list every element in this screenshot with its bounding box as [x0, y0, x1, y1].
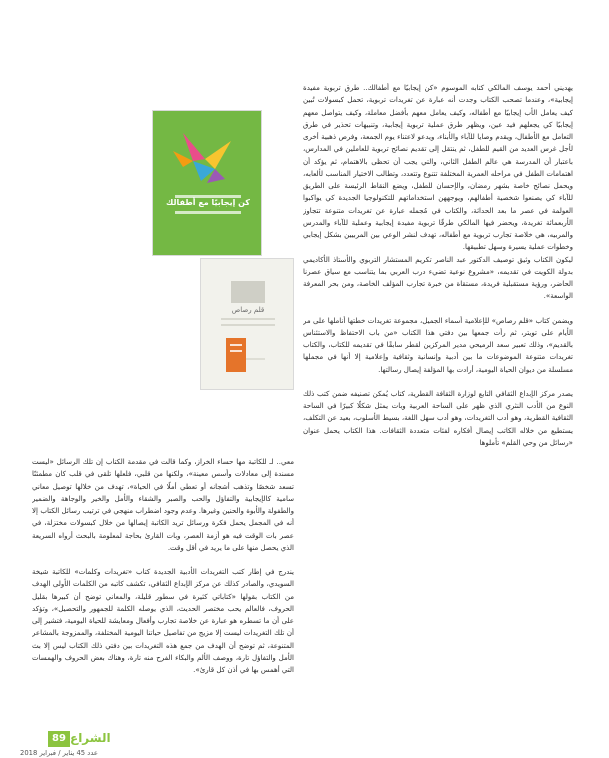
origami-bird-illustration	[153, 111, 262, 256]
book-cover-pattern	[201, 259, 294, 390]
paragraph: يندرج في إطار كتب التغريدات الأدبية الجديدة كتاب «تغريدات وكلمات» للكاتبة شيخة السويدي، والصادر كذلك عن مركز الإبداع الثقافي، تكشف كاتبه من الكلمات الأولى الهدف من الكتاب بقولها «كتاباتي كثيرة في سطور قليلة، والمعاني توضح أن كبيرها بقليل الحروف، فالعالم يحب مختصر الحديث، الذي يوصله الكلمة للجمهور والتحصيل»، وتؤكد على أن ما تسطره هو عبارة عن خلاصة تجارب وأفعال ومعايشة للحياة اليومية، فتشير إلى أن تلك التغريدات ليست إلا مزيج من تفاصيل حياتنا اليومية المختلفة، والممزوجة بالمشاعر المتنوعة، ثم توضح أن الهدف من جمع هذه التغريدات بين دفتي ذلك الكتاب ليس إلا بث الأمل والتفاؤل تارة، ووصف الألم والبكاء الفرح منه تارة، وهناك بعض الحروف والهمسات التي أهمس بها في أذن كل قارئ».	[32, 567, 294, 674]
article-column-right	[303, 82, 573, 725]
paragraph: يصدر مركز الإبداع الثقافي التابع لوزارة الثقافة القطرية، كتاب يُمكن تصنيفه ضمن كتب ذلك النوع من الأدب النثري الذي ظهر على الساحة العربية وبات يمثل شكلًا كبيرًا في الساحة الثقافية القطرية، وهو أدب التغريدات، وهو أدب سهل اللغة، بسيط الأسلوب، بعيد عن التكلف، يستطيع من خلاله الكاتب إيصال أفكاره لفئات متعددة الثقافات. هذا الكتاب يحمل عنوان «رسائل من وحي القلم» تأملوها	[303, 388, 573, 447]
paragraph: يهديني أحمد يوسف المالكي كتابه الموسوم «كن إيجابيًا مع أطفالك.. طرق تربوية مفيدة إيجابية»، وعندما تصحب الكتاب وجدت أنه عبارة عن تغريدات تربوية، تحمل كبسولات تُبين كيف يعامل الأب إيجابيًا مع أطفاله، وكيف يعامل معهم بأفضل معاملة، وكيف يتواصل معهم إيجابيًا كي يجعلهم فيد عين، ويظهر طرق عملية تربوية إيجابية، وتنبيهات تحذير في طرق التعامل مع الأطفال، ويقدم وصايا للآباء والأبناء، ويدعو لاعتناء يوم الجمعة، وفرص ذهبية أخرى لأجل غرس العديد من القيم للطفل، ثم ينتقل إلى تقديم نصائح تربوية للعاملين في المدارس، باعتبار أن المدرسة هي عالم الطفل الثاني، والتي يجب أن تحظى بالاهتمام، ثم يؤكد أن اهتمامات الطفل في مراحله العمرية المختلفة تتنوع وتتعدد، وتطالب الاختيار المناسب لألعابه، ويحمل نصائح خاصة بشهر رمضان، والإحسان للطفل، ويضع النقاط الرئيسة على الطريق للآباء كي يصنعوا شخصية أطفالهم، ويوجههن استخداماتهم للتكنولوجيا الجديدة كي يواكبوا العولمة في عصر ما بعد الحداثة، والكتاب في مُجمله عبارة عن تغريدات متنوعة تتجاوز الأربعمائة تغريدة، ويحضر فيها المالكي طرقًا تربوية مفيدة إيجابية وعملية للآباء والمدرس والمربيه، هي خلاصة تجارب تربوية مع أطفاله، تهدف لنشر الوعي بين المربيين بشكل إيجابي وخطوات عملية يسيرة وسهل تطبيقها.	[303, 83, 573, 252]
paragraph: ويضمن كتاب «قلم رصاص» للإعلامية أسماء الجميل، مجموعة تغريدات خطتها أناملها على مر الأيام على تويتر، ثم رأت جمعها بين دفتي هذا الكتاب «من باب الاحتفاظ والاستئناس بالقديم»، وذلك تعبير سعد الرميحي مدير المركزين لقطر سابقًا في تقديمه للكتاب، والكتاب تغريدات متنوعة الموضوعات ما بين أدبية وإنسانية وثقافية وإعلامية إلا أنها في مجملها مسلسلة من ديوان الحياة اليومية، أرادت بها المؤلفة إيصال رسالتها.	[303, 315, 573, 374]
book-cover-title: كن إيجابيًا مع أطفالك	[166, 198, 250, 207]
book-cover-title: قلم رصاص	[231, 306, 265, 314]
paragraph: ليكون الكتاب وثيق توصيف الدكتور عبد الناصر تكريم المستشار التربوي والأستاذ الأكاديمي بدولة الكويت في تقديمه، «مشروع نوعية تضيء درب العربي بما يتناسب مع سياق عصرنا الحاضر، ورؤية مستقبلية فريدة، مستقاة من خبرة تجارب المؤلف الخاصة، ومن بحر المعرفة الواسعة».	[303, 254, 573, 301]
article-column-left	[32, 456, 294, 716]
paragraph: معي.. لـ للكاتبة مها حساء الخراز، وكما قالت في مقدمة الكتاب إن تلك الرسائل «ليست مسندة إلى معادلات وأسس معينة»، ولكنها من قلبي، فلعلها تلقى في قلب كان مطمئنًا تسعد شخصًا وتذهب أشجانه أو تعطي أملًا في الحياة»، تهدف من خلالها توصيل معاني سامية كالإيجابية والتفاؤل والحب والصبر والشقاء والأمل والخير والوجاهة والضمير والطفولة والأبوة والحنين وغيرها. وعدم وجود اضطراب منهجي في ترتيب رسائل الكتاب إلا أنه في المجمل يحمل فكرة ورسائل تريد الكاتبة إيصالها من خلال كبسولات مختزلة، في عصر بات الوقت فيه هو أزمة العصر، وبات القارئ بحاجة لمعلومة بالبحث أرواه السريعة الذي يحصل منها على ما يريد في أقل وقت.	[32, 457, 294, 552]
book-cover-image	[200, 258, 294, 390]
page-number: 89	[48, 731, 70, 747]
book-cover-image	[226, 338, 246, 372]
book-cover-image	[152, 110, 262, 256]
issue-info: عدد 45 يناير / فبراير 2018	[20, 749, 98, 757]
book-cover-tag	[226, 338, 246, 372]
magazine-logo: الشراع	[70, 731, 111, 745]
